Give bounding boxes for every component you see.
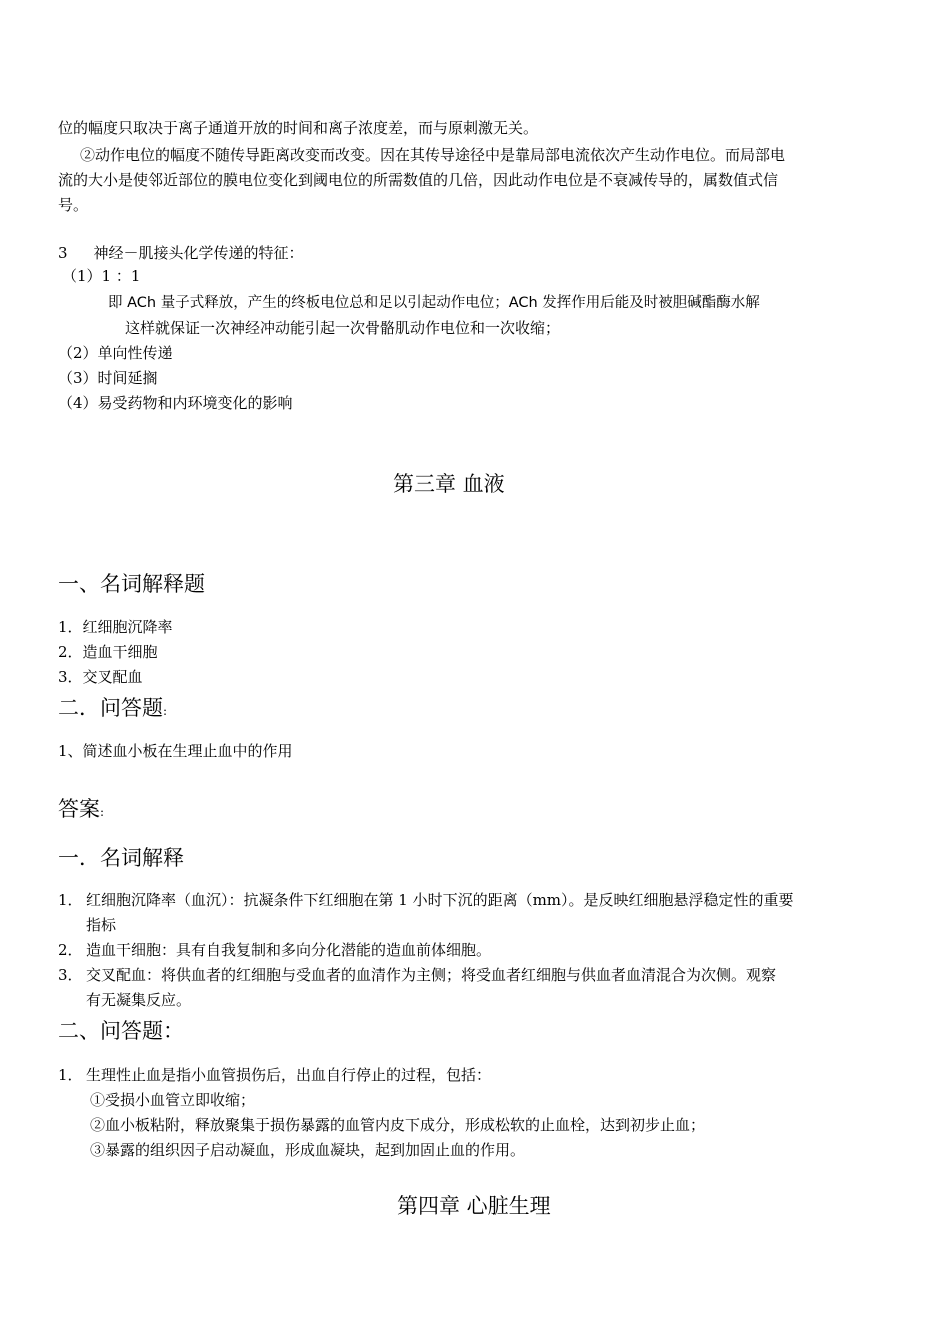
answer-item xyxy=(58,1065,491,1085)
definition-number: 1． xyxy=(58,891,83,909)
section-title: 一．名词解释 xyxy=(58,846,184,870)
term-item: 1．红细胞沉降率 xyxy=(58,618,173,636)
chapter-title: 第三章 血液 xyxy=(393,472,505,496)
list-item-description: 这样就保证一次神经冲动能引起一次骨骼肌动作电位和一次收缩； xyxy=(125,319,561,337)
section-title: 一、名词解释题 xyxy=(58,572,205,596)
paragraph-line: ②动作电位的幅度不随传导距离改变而改变。因在其传导途径中是靠局部电流依次产生动作电位。而局部电 xyxy=(80,146,786,164)
paragraph-line: 流的大小是使邻近部位的膜电位变化到阈电位的所需数值的几倍，因此动作电位是不衰减传导的，属数值式信 xyxy=(58,171,779,189)
definition-item xyxy=(58,940,491,960)
question-item: 1、简述血小板在生理止血中的作用 xyxy=(58,742,293,760)
answer-intro: 生理性止血是指小血管损伤后，出血自行停止的过程，包括： xyxy=(86,1066,492,1084)
section-title xyxy=(58,694,167,725)
answer-step: ②血小板粘附，释放聚集于损伤暴露的血管内皮下成分，形成松软的止血栓，达到初步止血； xyxy=(90,1116,706,1134)
list-item: （3）时间延搁 xyxy=(58,369,158,387)
definition-number: 2． xyxy=(58,941,83,959)
answer-title-text: 答案 xyxy=(58,797,100,821)
definition-continuation: 有无凝集反应。 xyxy=(86,991,192,1009)
list-item: （4）易受药物和内环境变化的影响 xyxy=(58,394,293,412)
heading-text: 神经－肌接头化学传递的特征： xyxy=(93,244,304,262)
section-heading xyxy=(58,243,304,263)
definition-item xyxy=(58,890,794,910)
definition-item xyxy=(58,965,776,985)
section-title-colon: : xyxy=(163,704,168,718)
term-item: 2．造血干细胞 xyxy=(58,643,158,661)
term-item: 3．交叉配血 xyxy=(58,668,143,686)
answer-step: ③暴露的组织因子启动凝血，形成血凝块，起到加固止血的作用。 xyxy=(90,1141,526,1159)
definition-text: 交叉配血：将供血者的红细胞与受血者的血清作为主侧；将受血者红细胞与供血者血清混合为次侧。观察 xyxy=(86,966,777,984)
list-item: （2）单向性传递 xyxy=(58,344,173,362)
section-title-text: 二．问答题 xyxy=(58,696,163,720)
paragraph-line: 号。 xyxy=(58,196,89,214)
answer-number: 1． xyxy=(58,1066,83,1084)
chapter-title: 第四章 心脏生理 xyxy=(397,1194,551,1218)
definition-continuation: 指标 xyxy=(86,916,117,934)
list-item: （1）1 ：1 xyxy=(62,267,141,285)
list-item-description: 即 ACh 量子式释放，产生的终板电位总和足以引起动作电位；ACh 发挥作用后能及时被胆碱酯酶水解 xyxy=(108,295,760,311)
definition-text: 造血干细胞：具有自我复制和多向分化潜能的造血前体细胞。 xyxy=(86,941,492,959)
answer-title-colon: : xyxy=(100,805,105,819)
definition-number: 3． xyxy=(58,966,83,984)
section-title: 二、问答题： xyxy=(58,1019,184,1043)
heading-number: 3 xyxy=(58,244,68,262)
answer-title xyxy=(58,795,104,826)
answer-step: ①受损小血管立即收缩； xyxy=(90,1091,256,1109)
paragraph-line: 位的幅度只取决于离子通道开放的时间和离子浓度差，而与原刺激无关。 xyxy=(58,119,539,137)
definition-text: 红细胞沉降率（血沉）：抗凝条件下红细胞在第 1 小时下沉的距离（mm）。是反映红细胞悬浮稳定性的重要 xyxy=(86,891,794,909)
